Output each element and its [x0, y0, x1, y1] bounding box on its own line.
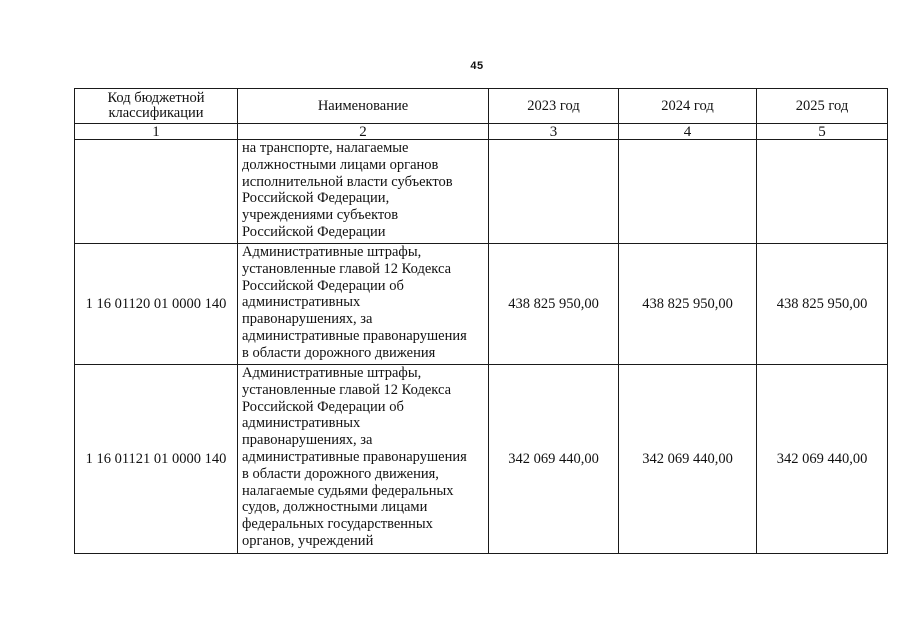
name-line: Российской Федерации об: [242, 398, 404, 415]
name-line: в области дорожного движения,: [242, 465, 439, 482]
name-line: административных: [242, 415, 361, 432]
name-line: в области дорожного движения: [242, 344, 436, 361]
table-row: [75, 140, 888, 244]
budget-code-cell: 1 16 01120 01 0000 140: [75, 244, 238, 365]
header-budget-code-line: классификации: [108, 105, 204, 121]
name-line: Российской Федерации об: [242, 277, 404, 294]
header-budget-code-line: Код бюджетной: [107, 90, 205, 106]
table-header-row: [75, 89, 888, 124]
header-name: Наименование: [238, 89, 489, 124]
amount-2025-cell: 342 069 440,00: [757, 365, 888, 554]
name-line: Российской Федерации,: [242, 190, 390, 207]
name-line: Российской Федерации: [242, 223, 386, 240]
amount-2023-cell: 438 825 950,00: [489, 244, 619, 365]
column-number: 2: [238, 124, 489, 140]
budget-code-cell: 1 16 01121 01 0000 140: [75, 365, 238, 554]
column-number: 4: [619, 124, 757, 140]
amount-2024-cell: [619, 140, 757, 244]
name-line: Административные штрафы,: [242, 244, 422, 260]
name-line: правонарушениях, за: [242, 311, 373, 328]
name-line: должностными лицами органов: [242, 156, 439, 173]
column-number-row: [75, 124, 888, 140]
column-number: 1: [75, 124, 238, 140]
table-row: [75, 244, 888, 365]
name-line: федеральных государственных: [242, 516, 433, 533]
name-line: установленные главой 12 Кодекса: [242, 381, 452, 398]
name-line: исполнительной власти субъектов: [242, 173, 453, 190]
name-line: органов, учреждений: [242, 532, 374, 549]
amount-2025-cell: [757, 140, 888, 244]
name-line: административные правонарушения: [242, 448, 467, 465]
header-year-2025: 2025 год: [757, 89, 888, 124]
page-number: 45: [470, 60, 484, 72]
header-budget-code: [75, 89, 238, 124]
table-row: [75, 365, 888, 554]
budget-revenue-table: [74, 88, 888, 554]
name-line: налагаемые судьями федеральных: [242, 482, 454, 499]
budget-code-cell: [75, 140, 238, 244]
name-cell: [238, 140, 489, 244]
name-line: административных: [242, 294, 361, 311]
name-line: правонарушениях, за: [242, 432, 373, 449]
amount-2023-cell: 342 069 440,00: [489, 365, 619, 554]
header-year-2023: 2023 год: [489, 89, 619, 124]
name-cell: [238, 244, 489, 365]
header-year-2024: 2024 год: [619, 89, 757, 124]
name-line: на транспорте, налагаемые: [242, 140, 409, 156]
column-number: 3: [489, 124, 619, 140]
amount-2024-cell: 438 825 950,00: [619, 244, 757, 365]
amount-2023-cell: [489, 140, 619, 244]
column-number: 5: [757, 124, 888, 140]
amount-2024-cell: 342 069 440,00: [619, 365, 757, 554]
name-line: судов, должностными лицами: [242, 499, 428, 516]
name-line: установленные главой 12 Кодекса: [242, 260, 452, 277]
name-line: Административные штрафы,: [242, 365, 422, 381]
name-cell: [238, 365, 489, 554]
name-line: учреждениями субъектов: [242, 207, 399, 224]
name-line: административные правонарушения: [242, 327, 467, 344]
amount-2025-cell: 438 825 950,00: [757, 244, 888, 365]
